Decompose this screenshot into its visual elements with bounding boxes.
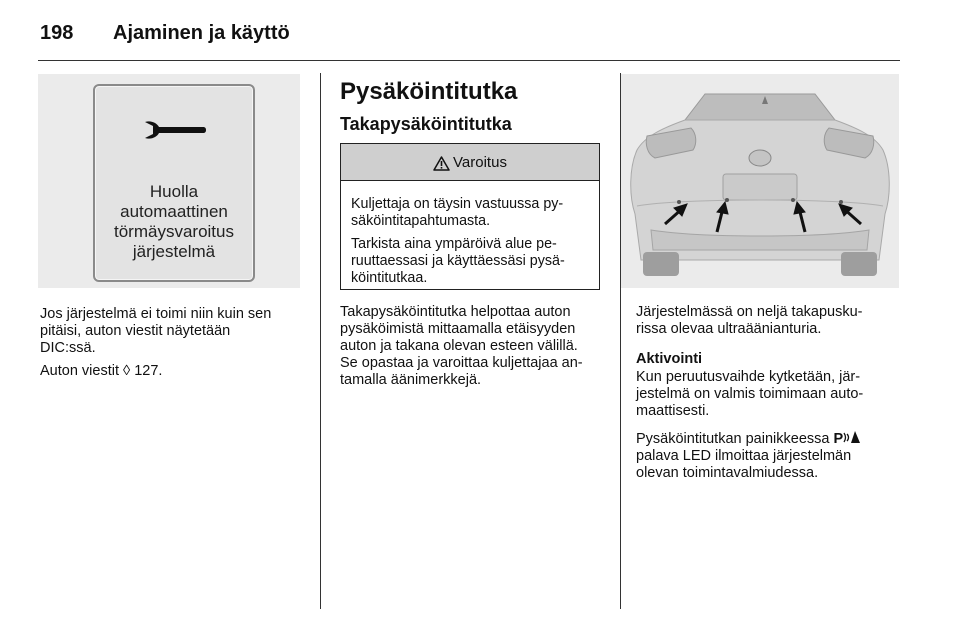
page-ref-link[interactable]: 127.: [134, 363, 163, 379]
parking-button-letter: P: [833, 431, 844, 447]
dic-line: Huolla: [149, 182, 199, 201]
text-line: palava LED ilmoittaa järjestelmän: [636, 448, 852, 464]
text-line: säköintitapahtumasta.: [351, 213, 491, 229]
dic-line: järjestelmä: [132, 242, 216, 261]
text-line: DIC:ssä.: [40, 340, 96, 356]
left-paragraph-1: [40, 306, 271, 357]
sensor-dot: [791, 198, 795, 202]
warning-heading: Varoitus: [453, 154, 507, 171]
text-line: Järjestelmässä on neljä takapusku-: [636, 304, 863, 320]
section-title-header: Ajaminen ja käyttö: [113, 22, 290, 44]
section-title: Pysäköintitutka: [340, 78, 518, 105]
text-line: Takapysäköintitutka helpottaa auton: [340, 304, 571, 320]
text-line: Tarkista aina ympäröivä alue pe-: [351, 236, 557, 252]
text-line: Se opastaa ja varoittaa kuljettajaa an-: [340, 355, 583, 371]
right-caption: [636, 304, 862, 338]
text-line: tamalla äänimerkkejä.: [340, 372, 482, 388]
car-rear-drawing: [621, 74, 899, 288]
text-line: maattisesti.: [636, 403, 710, 419]
text-line: Kun peruutusvaihde kytketään, jär-: [636, 369, 861, 385]
text-line: jestelmä on valmis toimimaan auto-: [636, 386, 864, 402]
dic-line: törmäysvaroitus: [114, 222, 234, 241]
warning-body: [341, 181, 599, 287]
dic-screen: [93, 84, 255, 282]
left-paragraph-2: [40, 363, 162, 380]
text-line: Jos järjestelmä ei toimi niin kuin sen: [40, 306, 272, 322]
text-line: köintitutkaa.: [351, 270, 428, 286]
text-line: rissa olevaa ultraäänianturia.: [636, 321, 822, 337]
rear-window: [685, 94, 835, 120]
sensor-dot: [839, 200, 843, 204]
warning-box: [340, 143, 600, 290]
text-line: auton ja takana olevan esteen välillä.: [340, 338, 578, 354]
dic-line: automaattinen: [120, 202, 228, 221]
middle-body-paragraph: [340, 304, 583, 389]
page-ref-icon: ◊: [123, 363, 131, 379]
wrench-icon: [141, 118, 207, 142]
warning-header: [341, 144, 599, 181]
sensor-dot: [677, 200, 681, 204]
dic-display-illustration: [38, 74, 300, 288]
activation-heading: Aktivointi: [636, 351, 703, 367]
parking-button-symbol: [833, 431, 861, 447]
column-divider-1: [320, 73, 321, 609]
header-rule: [38, 60, 900, 61]
parking-sensor-icon: [843, 430, 861, 444]
page-number: 198: [40, 22, 74, 44]
text-prefix: Pysäköintitutkan painikkeessa: [636, 431, 830, 447]
text-line: pitäisi, auton viestit näytetään: [40, 323, 231, 339]
text-line: pysäköimistä mittaamalla etäisyyden: [340, 321, 576, 337]
text-line: olevan toimintavalmiudessa.: [636, 465, 819, 481]
button-paragraph: [636, 430, 861, 482]
dic-message: [95, 182, 253, 262]
subsection-title: Takapysäköintitutka: [340, 114, 512, 134]
text-prefix: Auton viestit: [40, 363, 119, 379]
text-line: ruuttaessasi ja käyttäessäsi pysä-: [351, 253, 565, 269]
brand-badge: [749, 150, 771, 166]
car-rear-illustration: [621, 74, 899, 288]
text-line: Kuljettaja on täysin vastuussa py-: [351, 196, 564, 212]
activation-paragraph: [636, 369, 863, 420]
sensor-dot: [725, 198, 729, 202]
warning-triangle-icon: [433, 156, 450, 171]
